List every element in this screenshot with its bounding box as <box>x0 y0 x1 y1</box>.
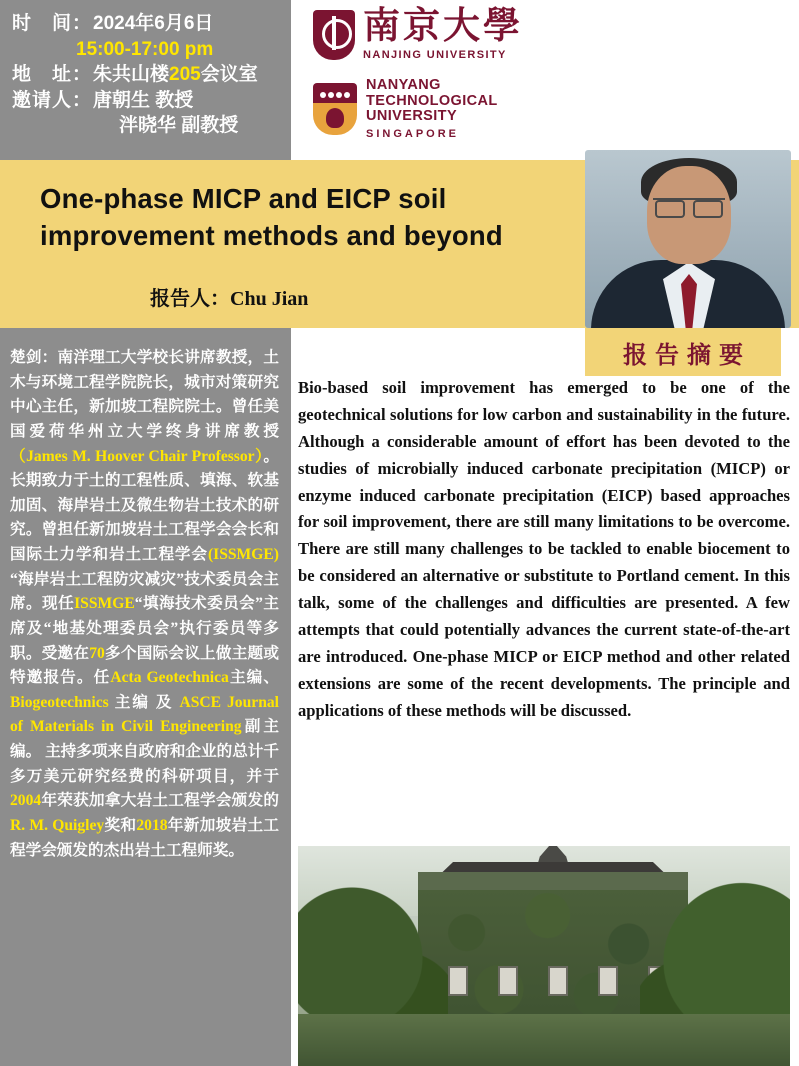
biography-segment: 奖和 <box>104 816 137 834</box>
biography-segment: Biogeotechnics <box>10 693 109 711</box>
address-row <box>12 63 281 87</box>
nju-shield-icon <box>313 10 355 60</box>
biography-segment: ISSMGE <box>74 595 135 613</box>
abstract-panel <box>291 328 799 1066</box>
biography-segment: R. M. Quigley <box>10 816 105 834</box>
biography-segment: 主编 及 <box>108 693 180 711</box>
address-value <box>93 63 258 87</box>
speaker-portrait <box>585 150 791 328</box>
biography-segment: 。长期致力于土的工程性质、填海、软基加固、海岸岩土及微生物岩土技术的研究。曾担任新加坡岩土工程学会会长和国际土力学和岩土工程学会 <box>10 447 279 563</box>
biography-segment: 2004 <box>10 792 42 810</box>
time-colon: ： <box>72 13 92 34</box>
biography-segment: 副主编。 主持多项来自政府和企业的总计千多万美元研究经费的科研项目，并于 <box>10 718 279 785</box>
time-row <box>12 12 281 36</box>
inviter-colon: ： <box>72 90 92 112</box>
address-room-number: 205 <box>169 64 201 85</box>
ntu-name-line-2: TECHNOLOGICAL <box>366 92 498 109</box>
poster-body <box>0 328 799 1066</box>
inviter-row <box>12 89 281 138</box>
speaker-name: Chu Jian <box>230 288 309 310</box>
biography-segment: 2018 <box>136 816 168 834</box>
biography-segment: 多个国际会议上做主题或特邀报告。任 <box>10 644 279 687</box>
nju-name-cn: 南京大學 <box>363 6 523 47</box>
page-title: One-phase MICP and EICP soil improvement methods and beyond <box>40 183 503 252</box>
logos-panel <box>291 0 799 160</box>
address-label: 地 址 <box>12 64 73 85</box>
inviter-name-1: 唐朝生 教授 <box>93 90 194 112</box>
poster-header <box>0 0 799 160</box>
abstract-badge: 报告摘要 <box>585 328 781 376</box>
biography-segment: 年荣获加拿大岩土工程学会颁发的 <box>41 792 279 810</box>
biography-segment: (ISSMGE) <box>207 546 279 563</box>
biography-text <box>10 346 279 863</box>
time-clock-value: 15:00-17:00 pm <box>76 39 214 61</box>
inviter-label: 邀请人 <box>12 90 73 112</box>
address-colon: ： <box>72 64 92 85</box>
nju-logo-text <box>363 8 523 61</box>
biography-segment: 主编、 <box>228 669 279 687</box>
event-info-panel <box>0 0 291 160</box>
biography-segment: 年新加坡岩土工程学会颁发的杰出岩土工程师奖。 <box>10 816 279 859</box>
biography-segment: “海岸岩土工程防灾减灾”技术委员会主席。现任 <box>10 570 279 613</box>
biography-panel <box>0 328 291 1066</box>
speaker-line <box>150 282 308 311</box>
inviter-values <box>93 89 238 138</box>
biography-segment: ASCE Journal of Materials in Civil Engineering <box>10 693 279 736</box>
time-date-value: 2024年6月6日 <box>93 13 214 34</box>
ntu-name-line-3: UNIVERSITY <box>366 108 458 125</box>
biography-segment: 楚剑：南洋理工大学校长讲席教授，土木与环境工程学院院长，城市对策研究中心主任，新加坡工程院院士。曾任美国爱荷华州立大学终身讲席教授 <box>10 349 279 440</box>
inviter-name-2: 泮晓华 副教授 <box>119 114 239 136</box>
nju-name-en: NANJING UNIVERSITY <box>363 49 507 61</box>
abstract-text: Bio-based soil improvement has emerged to be one of the geotechnical solutions for low carbon and sustainability in the future. Although a considerable amount of effort has been devoted to the studies of microbially induced carbonate precipitation (MICP) or enzyme induced carbonate precipitation (EICP) based approaches for soil improvement, there are still many limitations to be overcome. There are still many challenges to be tackled to enable biocement to be considered an alternative or substitute to Portland cement. In this talk, some of the challenges and difficulties are presented. A few attempts that could potentially advances the current state-of-the-art are introduced. One-phase MICP or EICP method and other related extensions are some of the recent developments. The principle and applications of these methods will be discussed. <box>298 378 790 720</box>
ntu-logo-text <box>366 78 498 140</box>
time-label: 时 间 <box>12 13 73 34</box>
address-value-post: 会议室 <box>200 64 258 85</box>
ntu-name-line-4: SINGAPORE <box>366 127 460 140</box>
nanjing-university-logo <box>313 8 523 61</box>
campus-building-photo <box>298 846 790 1066</box>
biography-segment: （James M. Hoover Chair Professor） <box>10 447 264 465</box>
address-value-pre: 朱共山楼 <box>93 64 170 85</box>
ntu-name-line-1: NANYANG <box>366 77 441 93</box>
speaker-label: 报告人： <box>150 288 230 310</box>
ntu-crest-icon <box>313 83 357 135</box>
ntu-singapore-logo <box>313 78 498 140</box>
biography-segment: 70 <box>89 644 105 662</box>
biography-segment: Acta Geotechnica <box>110 669 229 687</box>
biography-segment: “填海技术委员会”主席及“地基处理委员会”执行委员等多职。受邀在 <box>10 595 279 662</box>
